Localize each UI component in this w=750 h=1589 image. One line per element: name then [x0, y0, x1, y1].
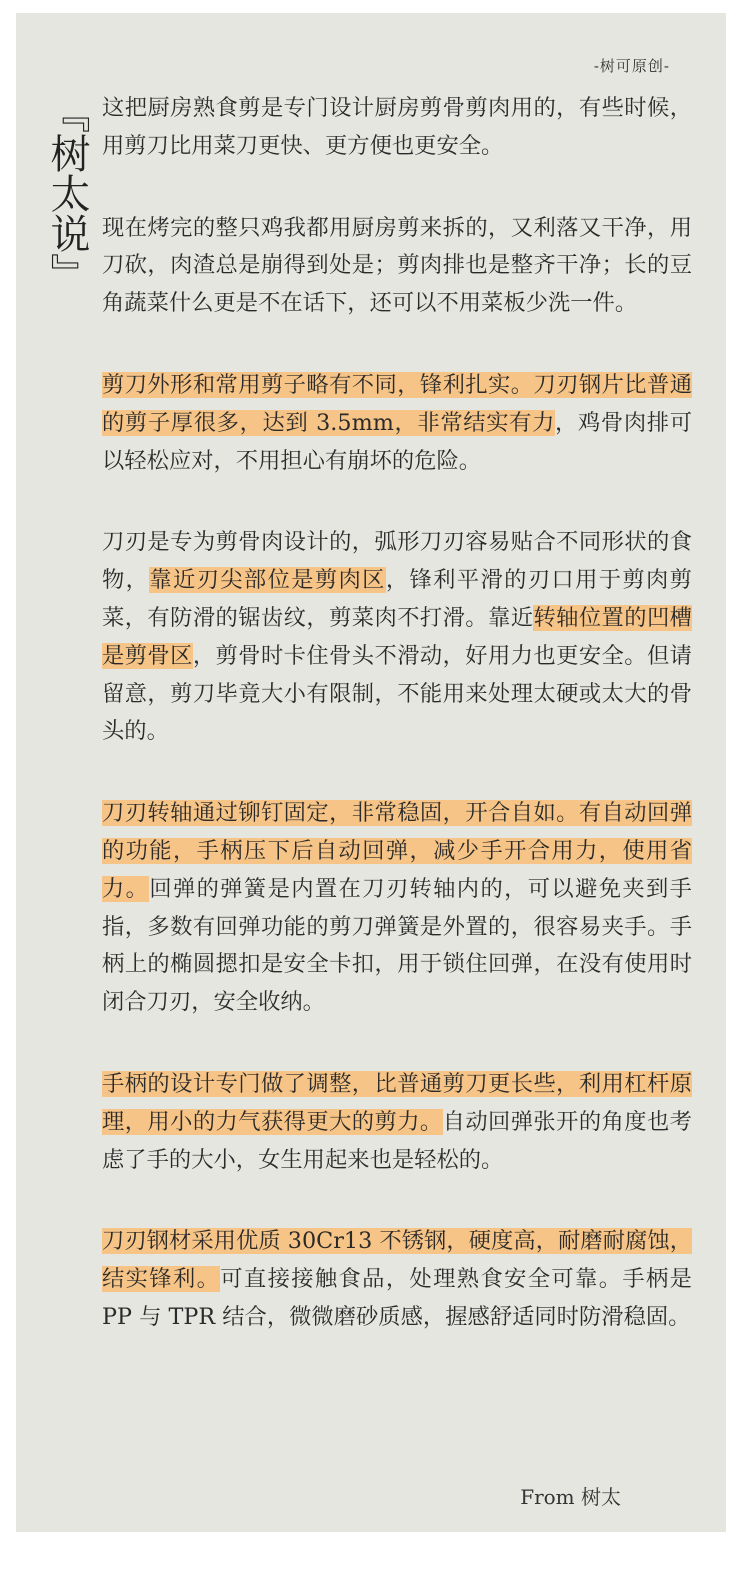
paragraph-text: 回弹的弹簧是内置在刀刃转轴内的，可以避免夹到手指，多数有回弹功能的剪刀弹簧是外置的，很容易夹手。手柄上的椭圆摁扣是安全卡扣，用于锁住回弹，在没有使用时闭合刀刃，安全收纳。: [102, 875, 692, 1016]
paragraph-text: 这把厨房熟食剪是专门设计厨房剪骨剪肉用的，有些时候，用剪刀比用菜刀更快、更方便也更安全。: [102, 95, 692, 159]
highlighted-text: 刀刃转轴通过铆钉固定，非常稳固，开合自如。有自动回弹的功能，手柄压下后自动回弹，减少手开合用力，使用省力。: [102, 800, 692, 902]
highlighted-text: 转轴位置的凹槽是剪骨区: [102, 604, 692, 669]
paragraph-text: 可直接接触食品，处理熟食安全可靠。手柄是 PP 与 TPR 结合，微微磨砂质感，握感舒适同时防滑稳固。: [102, 1266, 692, 1330]
highlighted-text: 剪刀外形和常用剪子略有不同，锋利扎实。刀刃钢片比普通的剪子厚很多，达到 3.5mm，非常结实有力: [102, 371, 692, 436]
side-title: 『树太说』: [44, 93, 90, 293]
article-panel: [16, 13, 726, 1532]
paragraph-text: ，锋利平滑的刃口用于剪肉剪菜，有防滑的锯齿纹，剪菜肉不打滑。靠近: [102, 567, 692, 631]
paragraph-text: 自动回弹张开的角度也考虑了手的大小，女生用起来也是轻松的。: [102, 1108, 692, 1173]
original-tag: -树可原创-: [593, 57, 670, 75]
paragraph-text: 刀刃是专为剪骨肉设计的，弧形刀刃容易贴合不同形状的食物，: [102, 529, 692, 594]
paragraph: [102, 90, 692, 166]
paragraph: [102, 524, 692, 751]
paragraph: [102, 210, 692, 323]
paragraph: [102, 1066, 692, 1179]
paragraph-text: ，剪骨时卡住骨头不滑动，好用力也更安全。但请留意，剪刀毕竟大小有限制，不能用来处理太硬或太大的骨头的。: [102, 642, 692, 745]
paragraph: [102, 367, 692, 480]
paragraph-text: ，鸡骨肉排可以轻松应对，不用担心有崩坏的危险。: [102, 409, 692, 474]
paragraph: [102, 795, 692, 1022]
paragraph: [102, 1223, 692, 1336]
paragraph-text: 现在烤完的整只鸡我都用厨房剪来拆的，又利落又干净，用刀砍，肉渣总是崩得到处是；剪肉排也是整齐干净；长的豆角蔬菜什么更是不在话下，还可以不用菜板少洗一件。: [102, 214, 692, 317]
highlighted-text: 手柄的设计专门做了调整，比普通剪刀更长些，利用杠杆原理，用小的力气获得更大的剪力。: [102, 1070, 692, 1135]
article-body: [102, 90, 692, 1381]
highlighted-text: 靠近刃尖部位是剪肉区: [149, 567, 386, 594]
author-signature: From 树太: [520, 1485, 621, 1509]
highlighted-text: 刀刃钢材采用优质 30Cr13 不锈钢，硬度高，耐磨耐腐蚀，结实锋利。: [102, 1228, 692, 1293]
